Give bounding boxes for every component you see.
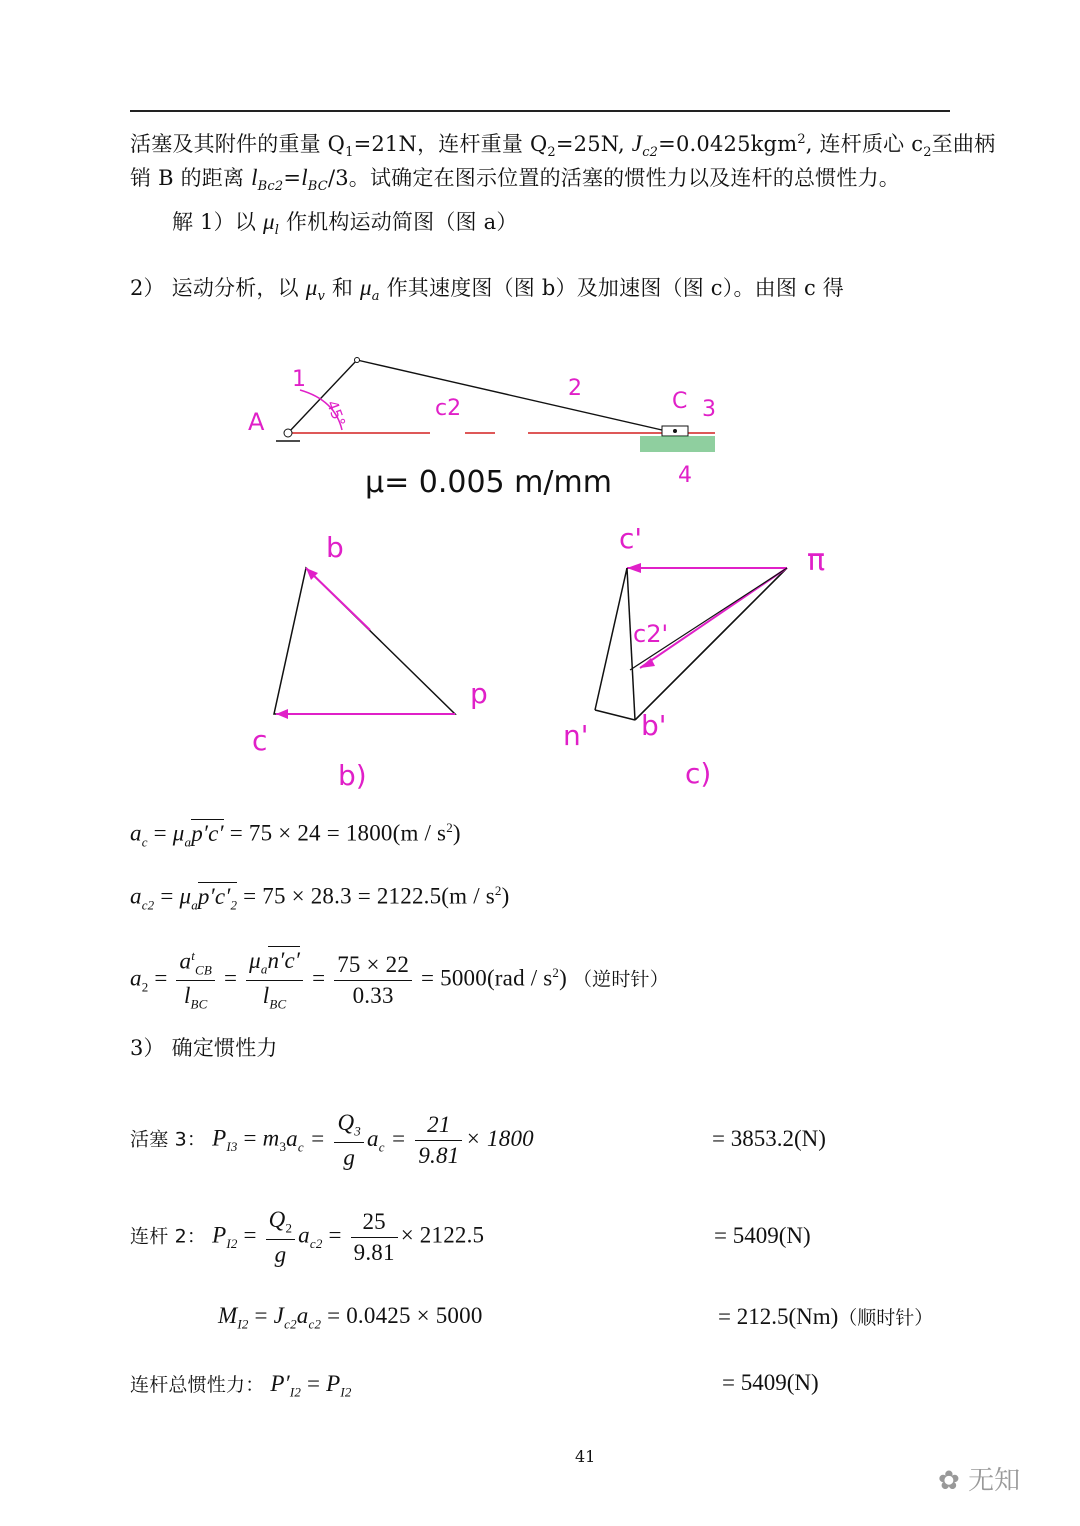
label-1: 1 [292, 367, 306, 392]
label-c-prime: c' [619, 522, 643, 555]
result-m12: = 212.5(Nm)（顺时针） [718, 1304, 934, 1329]
line-c-n [595, 568, 627, 710]
line-n-b [595, 710, 635, 720]
arrow-pi-c [627, 563, 641, 573]
wechat-icon: ✿ [938, 1466, 960, 1496]
velocity-triangle [274, 568, 455, 714]
joint-b [355, 358, 360, 363]
result-p12: = 5409(N) [714, 1223, 811, 1248]
ground-hatch [640, 436, 715, 452]
result-p13: = 3853.2(N) [712, 1126, 826, 1151]
pivot-a [284, 429, 292, 437]
label-2: 2 [568, 376, 582, 401]
scale-label: μ= 0.005 m/mm [365, 465, 612, 500]
label-b: b [326, 531, 344, 564]
eq-p13: 活塞 3： $P_{I3} = m_3a_c$ = $\frac{Q_3}{g}$ $a_c$ = $\frac{21}{9.81}$ × 1800 [130, 1110, 534, 1170]
label-b-caption: b) [338, 759, 367, 792]
eq-total: 连杆总惯性力： $P'_{I2} = P_{I2}$ [130, 1371, 352, 1400]
eq-a2: $a_2$ = $\frac{a^t_{CB}}{l_{BC}}$ = $\frac{\mu_an'c'}{l_{BC}}$ = $\frac{75 \times 22}{0.33}$ = $5000(rad / s^2)$ （逆时针） [130, 948, 669, 1012]
problem-line-1: 活塞及其附件的重量 $Q_1=21N$，连杆重量 $Q_2=25N$, $J_{c2}=0.0425kgm^2$, 连杆质心 $c_2$至曲柄 [130, 131, 996, 161]
eq-p12: 连杆 2： $P_{I2}$ = $\frac{Q_2}{g}$ $a_{c2}$ = $\frac{25}{9.81}$ × 2122.5 [130, 1207, 485, 1267]
eq-ac: $a_c = \mu_ap'c' = 75 \times 24 = 1800(m / s^2)$ [130, 820, 461, 850]
eq-ac2: $a_{c2} = \mu_ap'c'_2 = 75 \times 28.3 = 2122.5(m / s^2)$ [130, 883, 510, 913]
label-pi: π [807, 543, 826, 578]
label-n-prime: n' [563, 719, 589, 752]
label-c-caption: c) [685, 757, 712, 790]
label-45: 45° [322, 397, 349, 430]
top-rule [130, 110, 950, 112]
watermark: ✿ 无知 [938, 1466, 1021, 1496]
figure-b-velocity [240, 525, 510, 795]
eq-m12: $M_{I2} = J_{c2}a_{c2} = 0.0425 \times 5000$ [218, 1303, 483, 1332]
step-2: 2） 运动分析，以 $\mu_v$ 和 $\mu_a$ 作其速度图（图 b）及加速图（图 c）。由图 c 得 [130, 275, 844, 305]
problem-line-2: 销 B 的距离 $l_{Bc2}=l_{BC}/3$。试确定在图示位置的活塞的惯性力以及连杆的总惯性力。 [130, 165, 900, 195]
vector-pb [306, 568, 370, 630]
label-c2-prime: c2' [633, 620, 669, 648]
label-A: A [248, 408, 265, 436]
figure-a-mechanism [230, 340, 750, 510]
joint-c [673, 429, 677, 433]
connecting-rod [357, 360, 675, 433]
result-total: = 5409(N) [722, 1370, 819, 1395]
label-c: c [252, 724, 268, 757]
arrow-pc [276, 709, 288, 719]
line-pi-mid [630, 568, 787, 670]
label-C: C [672, 389, 688, 414]
page-number: 41 [575, 1447, 596, 1466]
figure-c-acceleration [555, 520, 855, 800]
label-c2: c2 [435, 396, 462, 421]
label-p: p [470, 677, 488, 710]
label-4: 4 [678, 463, 692, 488]
label-b-prime: b' [641, 709, 667, 742]
label-3: 3 [702, 397, 716, 422]
step-3: 3） 确定惯性力 [130, 1036, 278, 1060]
step-1: 解 1）以 $\mu_l$ 作机构运动简图（图 a） [172, 209, 518, 239]
